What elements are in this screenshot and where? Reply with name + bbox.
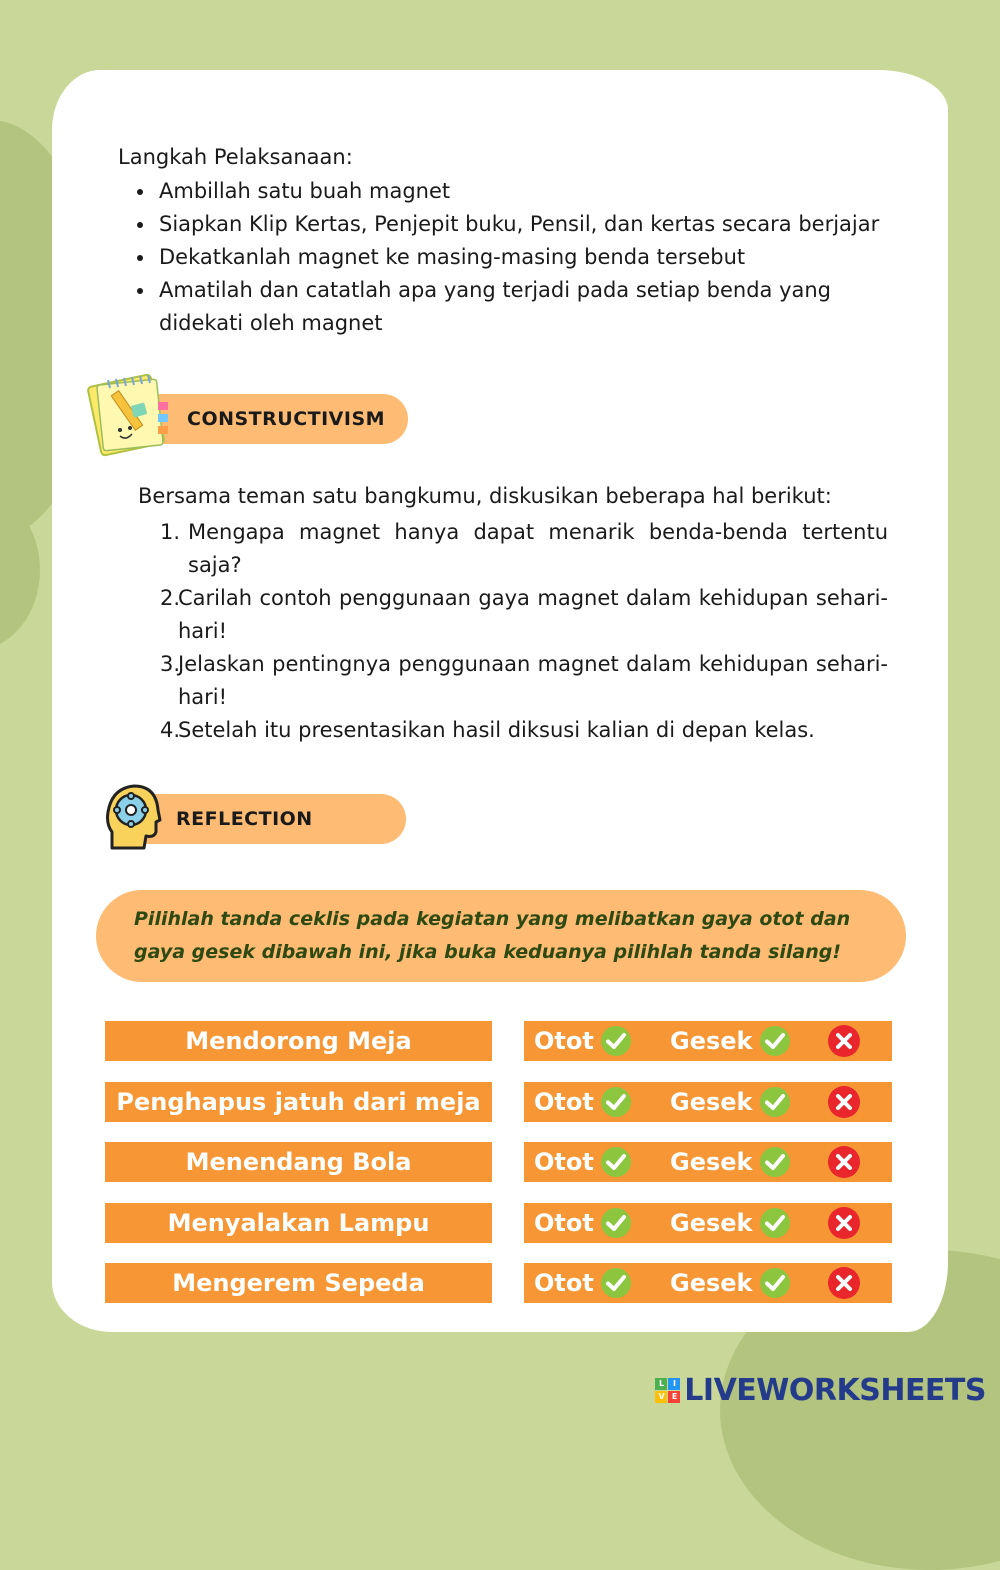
otot-label: Otot bbox=[534, 1088, 594, 1116]
check-icon bbox=[753, 1267, 791, 1299]
otot-label: Otot bbox=[534, 1027, 594, 1055]
check-icon bbox=[594, 1086, 632, 1118]
gesek-check-option[interactable] bbox=[670, 1263, 791, 1303]
check-icon bbox=[594, 1025, 632, 1057]
cross-option[interactable] bbox=[827, 1203, 861, 1243]
step-item: Amatilah dan catatlah apa yang terjadi pada setiap benda yang didekati oleh magnet bbox=[135, 274, 895, 340]
gesek-label: Gesek bbox=[670, 1148, 753, 1176]
discussion-questions bbox=[160, 516, 888, 747]
check-icon bbox=[594, 1267, 632, 1299]
cross-icon bbox=[827, 1266, 861, 1300]
activity-label: Menyalakan Lampu bbox=[105, 1203, 492, 1243]
gesek-label: Gesek bbox=[670, 1269, 753, 1297]
cross-option[interactable] bbox=[827, 1263, 861, 1303]
gesek-label: Gesek bbox=[670, 1027, 753, 1055]
check-icon bbox=[753, 1146, 791, 1178]
head-idea-icon bbox=[104, 782, 162, 852]
activity-label: Mengerem Sepeda bbox=[105, 1263, 492, 1303]
otot-check-option[interactable] bbox=[534, 1082, 632, 1122]
otot-label: Otot bbox=[534, 1209, 594, 1237]
otot-label: Otot bbox=[534, 1148, 594, 1176]
otot-label: Otot bbox=[534, 1269, 594, 1297]
question-item: 3. Jelaskan pentingnya penggunaan magnet dalam kehidupan sehari-hari! bbox=[160, 652, 888, 709]
steps-list bbox=[135, 175, 895, 340]
check-icon bbox=[594, 1207, 632, 1239]
otot-check-option[interactable] bbox=[534, 1203, 632, 1243]
gesek-check-option[interactable] bbox=[670, 1142, 791, 1182]
cross-icon bbox=[827, 1206, 861, 1240]
reflection-instruction: Pilihlah tanda ceklis pada kegiatan yang melibatkan gaya otot dan gaya gesek dibawah ini, jika buka keduanya pilihlah tanda silang! bbox=[134, 908, 851, 963]
otot-check-option[interactable] bbox=[534, 1021, 632, 1061]
gesek-check-option[interactable] bbox=[670, 1203, 791, 1243]
activity-label: Menendang Bola bbox=[105, 1142, 492, 1182]
constructivism-instruction: Bersama teman satu bangkumu, diskusikan beberapa hal berikut: bbox=[138, 484, 832, 508]
cross-option[interactable] bbox=[827, 1082, 861, 1122]
answer-options-row bbox=[524, 1021, 892, 1061]
question-item: 2. Carilah contoh penggunaan gaya magnet dalam kehidupan sehari-hari! bbox=[160, 586, 888, 643]
gesek-label: Gesek bbox=[670, 1088, 753, 1116]
question-item: 4. Setelah itu presentasikan hasil diksusi kalian di depan kelas. bbox=[160, 718, 815, 742]
answer-options-row bbox=[524, 1082, 892, 1122]
liveworksheets-brand bbox=[655, 1372, 986, 1408]
activity-label: Mendorong Meja bbox=[105, 1021, 492, 1061]
check-icon bbox=[594, 1146, 632, 1178]
otot-check-option[interactable] bbox=[534, 1263, 632, 1303]
check-icon bbox=[753, 1025, 791, 1057]
cross-icon bbox=[827, 1145, 861, 1179]
cross-icon bbox=[827, 1085, 861, 1119]
question-item: 1. Mengapa magnet hanya dapat menarik benda-benda tertentu saja? bbox=[160, 520, 888, 577]
gesek-check-option[interactable] bbox=[670, 1082, 791, 1122]
check-icon bbox=[753, 1086, 791, 1118]
step-item: Ambillah satu buah magnet bbox=[135, 175, 895, 208]
answer-options-row bbox=[524, 1203, 892, 1243]
check-icon bbox=[753, 1207, 791, 1239]
reflection-heading: REFLECTION bbox=[176, 808, 313, 830]
cross-option[interactable] bbox=[827, 1142, 861, 1182]
reflection-header bbox=[130, 794, 406, 844]
step-item: Siapkan Klip Kertas, Penjepit buku, Pensil, dan kertas secara berjajar bbox=[135, 208, 895, 241]
brand-name: LIVEWORKSHEETS bbox=[684, 1372, 986, 1408]
cross-option[interactable] bbox=[827, 1021, 861, 1061]
liveworksheets-logo-icon: L I V E bbox=[655, 1378, 680, 1403]
reflection-instruction-banner bbox=[96, 890, 906, 982]
cross-icon bbox=[827, 1024, 861, 1058]
constructivism-heading: CONSTRUCTIVISM bbox=[187, 408, 386, 430]
activity-label: Penghapus jatuh dari meja bbox=[105, 1082, 492, 1122]
notebook-pencil-icon bbox=[86, 370, 174, 460]
gesek-label: Gesek bbox=[670, 1209, 753, 1237]
otot-check-option[interactable] bbox=[534, 1142, 632, 1182]
answer-options-row bbox=[524, 1142, 892, 1182]
step-item: Dekatkanlah magnet ke masing-masing benda tersebut bbox=[135, 241, 895, 274]
gesek-check-option[interactable] bbox=[670, 1021, 791, 1061]
steps-title: Langkah Pelaksanaan: bbox=[118, 145, 353, 169]
answer-options-row bbox=[524, 1263, 892, 1303]
